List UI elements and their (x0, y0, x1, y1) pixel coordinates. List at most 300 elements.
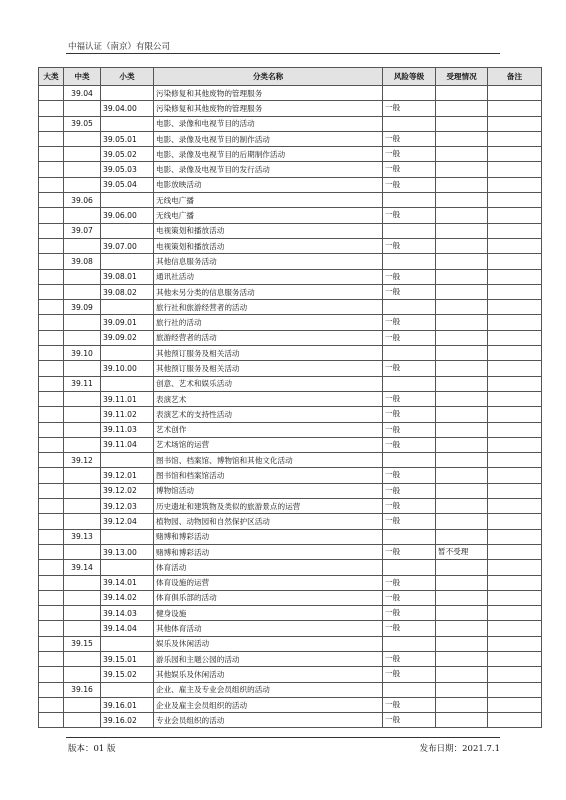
table-row (39, 651, 542, 666)
col-header-sub: 小类 (101, 68, 154, 86)
cell-sub (101, 636, 154, 651)
cell-status (436, 560, 488, 575)
cell-status (436, 697, 488, 712)
classification-table (38, 67, 542, 728)
cell-sub: 39.16.02 (101, 713, 154, 728)
cell-note (488, 193, 542, 208)
cell-note (488, 223, 542, 238)
cell-name: 旅游经营者的活动 (154, 330, 383, 345)
cell-major (39, 697, 64, 712)
cell-major (39, 606, 64, 621)
cell-risk: 一般 (383, 238, 436, 253)
cell-mid (64, 575, 101, 590)
col-header-note: 备注 (488, 68, 542, 86)
cell-sub: 39.14.02 (101, 590, 154, 605)
cell-major (39, 361, 64, 376)
cell-status (436, 361, 488, 376)
cell-mid: 39.08 (64, 254, 101, 269)
cell-risk: 一般 (383, 621, 436, 636)
cell-risk (383, 636, 436, 651)
table-row (39, 437, 542, 452)
col-header-mid: 中类 (64, 68, 101, 86)
cell-risk (383, 223, 436, 238)
cell-mid (64, 651, 101, 666)
cell-sub: 39.12.03 (101, 499, 154, 514)
cell-risk: 一般 (383, 667, 436, 682)
cell-status (436, 606, 488, 621)
cell-risk (383, 116, 436, 131)
release-date: 发布日期：2021.7.1 (419, 744, 500, 754)
cell-note (488, 269, 542, 284)
cell-mid: 39.04 (64, 86, 101, 101)
cell-sub (101, 116, 154, 131)
cell-mid: 39.11 (64, 376, 101, 391)
cell-name: 图书馆和档案馆活动 (154, 468, 383, 483)
cell-status (436, 300, 488, 315)
cell-status (436, 453, 488, 468)
cell-major (39, 667, 64, 682)
cell-sub: 39.16.01 (101, 697, 154, 712)
cell-major (39, 575, 64, 590)
cell-note (488, 437, 542, 452)
cell-name: 无线电广播 (154, 208, 383, 223)
cell-major (39, 590, 64, 605)
cell-major (39, 223, 64, 238)
cell-name: 体育俱乐部的活动 (154, 590, 383, 605)
cell-risk: 一般 (383, 162, 436, 177)
cell-sub: 39.09.01 (101, 315, 154, 330)
cell-mid: 39.13 (64, 529, 101, 544)
cell-note (488, 606, 542, 621)
cell-sub: 39.12.01 (101, 468, 154, 483)
table-row (39, 101, 542, 116)
cell-major (39, 407, 64, 422)
cell-sub: 39.05.02 (101, 147, 154, 162)
cell-status (436, 86, 488, 101)
cell-note (488, 284, 542, 299)
cell-name: 娱乐及休闲活动 (154, 636, 383, 651)
cell-status (436, 713, 488, 728)
cell-status (436, 651, 488, 666)
cell-risk: 一般 (383, 713, 436, 728)
cell-note (488, 483, 542, 498)
cell-note (488, 682, 542, 697)
cell-status (436, 437, 488, 452)
cell-major (39, 101, 64, 116)
cell-risk: 一般 (383, 606, 436, 621)
cell-status (436, 223, 488, 238)
cell-risk: 一般 (383, 544, 436, 559)
cell-mid (64, 667, 101, 682)
cell-name: 体育设施的运营 (154, 575, 383, 590)
cell-status (436, 514, 488, 529)
table-row (39, 315, 542, 330)
cell-note (488, 391, 542, 406)
cell-mid (64, 208, 101, 223)
table-row (39, 330, 542, 345)
cell-sub (101, 86, 154, 101)
cell-mid: 39.14 (64, 560, 101, 575)
cell-major (39, 86, 64, 101)
cell-major (39, 636, 64, 651)
cell-name: 其他体育活动 (154, 621, 383, 636)
cell-note (488, 667, 542, 682)
cell-status (436, 483, 488, 498)
cell-major (39, 529, 64, 544)
cell-name: 艺术创作 (154, 422, 383, 437)
cell-sub: 39.05.03 (101, 162, 154, 177)
cell-note (488, 300, 542, 315)
cell-status (436, 636, 488, 651)
table-row (39, 300, 542, 315)
table-row (39, 391, 542, 406)
table-row (39, 529, 542, 544)
cell-mid (64, 147, 101, 162)
cell-name: 电影、录像及电视节目的后期制作活动 (154, 147, 383, 162)
table-row (39, 177, 542, 192)
cell-risk: 一般 (383, 575, 436, 590)
cell-major (39, 544, 64, 559)
table-row (39, 697, 542, 712)
cell-mid (64, 483, 101, 498)
cell-major (39, 514, 64, 529)
cell-major (39, 116, 64, 131)
company-name: 中福认证（南京）有限公司 (68, 42, 171, 52)
table-row (39, 422, 542, 437)
cell-name: 电影放映活动 (154, 177, 383, 192)
cell-sub (101, 223, 154, 238)
cell-risk: 一般 (383, 131, 436, 146)
cell-major (39, 651, 64, 666)
table-row (39, 499, 542, 514)
cell-note (488, 560, 542, 575)
cell-major (39, 177, 64, 192)
cell-name: 其他预订服务及相关活动 (154, 361, 383, 376)
cell-risk: 一般 (383, 391, 436, 406)
cell-major (39, 391, 64, 406)
cell-sub: 39.12.02 (101, 483, 154, 498)
cell-name: 电视策划和播放活动 (154, 223, 383, 238)
cell-major (39, 269, 64, 284)
cell-name: 通讯社活动 (154, 269, 383, 284)
table-row (39, 361, 542, 376)
cell-sub: 39.12.04 (101, 514, 154, 529)
cell-name: 体育活动 (154, 560, 383, 575)
table-row (39, 162, 542, 177)
cell-status (436, 315, 488, 330)
cell-risk (383, 300, 436, 315)
cell-mid (64, 514, 101, 529)
cell-risk (383, 86, 436, 101)
cell-sub: 39.11.03 (101, 422, 154, 437)
cell-status (436, 621, 488, 636)
cell-risk (383, 376, 436, 391)
table-row (39, 147, 542, 162)
cell-risk: 一般 (383, 590, 436, 605)
cell-sub: 39.05.04 (101, 177, 154, 192)
table-row (39, 468, 542, 483)
table-row (39, 346, 542, 361)
table-row (39, 514, 542, 529)
table-header-row (39, 68, 542, 86)
header-divider (66, 53, 500, 54)
col-header-status: 受理情况 (436, 68, 488, 86)
cell-name: 旅行社的活动 (154, 315, 383, 330)
cell-major (39, 193, 64, 208)
cell-major (39, 238, 64, 253)
version-label: 版本：01 版 (68, 744, 116, 754)
cell-status (436, 682, 488, 697)
cell-status (436, 131, 488, 146)
cell-status (436, 499, 488, 514)
cell-major (39, 453, 64, 468)
cell-mid (64, 606, 101, 621)
cell-sub (101, 453, 154, 468)
cell-name: 历史遗址和建筑物及类似的旅游景点的运营 (154, 499, 383, 514)
cell-name: 健身设施 (154, 606, 383, 621)
cell-name: 电影、录像及电视节目的制作活动 (154, 131, 383, 146)
cell-note (488, 575, 542, 590)
cell-risk: 一般 (383, 177, 436, 192)
cell-note (488, 131, 542, 146)
cell-status (436, 269, 488, 284)
cell-note (488, 162, 542, 177)
table-row (39, 193, 542, 208)
cell-sub: 39.08.01 (101, 269, 154, 284)
table-row (39, 667, 542, 682)
cell-major (39, 560, 64, 575)
cell-mid: 39.07 (64, 223, 101, 238)
cell-mid (64, 697, 101, 712)
cell-sub: 39.08.02 (101, 284, 154, 299)
cell-major (39, 254, 64, 269)
cell-risk (383, 193, 436, 208)
cell-risk (383, 682, 436, 697)
cell-name: 其他娱乐及休闲活动 (154, 667, 383, 682)
table-row (39, 606, 542, 621)
cell-mid (64, 315, 101, 330)
cell-mid: 39.05 (64, 116, 101, 131)
cell-note (488, 636, 542, 651)
cell-sub (101, 193, 154, 208)
table-row (39, 636, 542, 651)
cell-risk (383, 346, 436, 361)
cell-name: 专业会员组织的活动 (154, 713, 383, 728)
cell-note (488, 453, 542, 468)
cell-status (436, 147, 488, 162)
cell-name: 其他信息服务活动 (154, 254, 383, 269)
col-header-name: 分类名称 (154, 68, 383, 86)
cell-major (39, 284, 64, 299)
cell-name: 电影、录像和电视节目的活动 (154, 116, 383, 131)
cell-status (436, 529, 488, 544)
cell-status (436, 193, 488, 208)
cell-major (39, 376, 64, 391)
cell-note (488, 315, 542, 330)
cell-note (488, 116, 542, 131)
cell-sub: 39.14.03 (101, 606, 154, 621)
cell-sub: 39.11.04 (101, 437, 154, 452)
cell-note (488, 407, 542, 422)
cell-mid (64, 468, 101, 483)
cell-note (488, 101, 542, 116)
cell-risk: 一般 (383, 422, 436, 437)
cell-risk: 一般 (383, 208, 436, 223)
cell-sub: 39.14.04 (101, 621, 154, 636)
cell-sub: 39.11.02 (101, 407, 154, 422)
cell-note (488, 544, 542, 559)
table-row (39, 223, 542, 238)
cell-status (436, 208, 488, 223)
cell-status (436, 254, 488, 269)
cell-major (39, 346, 64, 361)
cell-status (436, 575, 488, 590)
cell-status (436, 162, 488, 177)
cell-major (39, 621, 64, 636)
cell-note (488, 147, 542, 162)
table-row (39, 284, 542, 299)
table-row (39, 238, 542, 253)
cell-mid: 39.16 (64, 682, 101, 697)
cell-mid: 39.06 (64, 193, 101, 208)
table-row (39, 131, 542, 146)
cell-risk: 一般 (383, 330, 436, 345)
cell-mid (64, 621, 101, 636)
cell-mid (64, 101, 101, 116)
cell-major (39, 468, 64, 483)
cell-name: 电视策划和播放活动 (154, 238, 383, 253)
cell-major (39, 147, 64, 162)
cell-mid (64, 177, 101, 192)
cell-risk: 一般 (383, 514, 436, 529)
cell-mid: 39.12 (64, 453, 101, 468)
cell-sub: 39.10.00 (101, 361, 154, 376)
cell-name: 艺术场馆的运营 (154, 437, 383, 452)
cell-status (436, 407, 488, 422)
table-row (39, 575, 542, 590)
cell-sub: 39.13.00 (101, 544, 154, 559)
cell-name: 表演艺术的支持性活动 (154, 407, 383, 422)
cell-risk: 一般 (383, 499, 436, 514)
cell-mid (64, 422, 101, 437)
cell-status (436, 101, 488, 116)
cell-name: 图书馆、档案馆、博物馆和其他文化活动 (154, 453, 383, 468)
col-header-risk: 风险等级 (383, 68, 436, 86)
table-row (39, 544, 542, 559)
cell-status (436, 284, 488, 299)
cell-risk: 一般 (383, 269, 436, 284)
cell-name: 游乐园和主题公园的活动 (154, 651, 383, 666)
cell-major (39, 422, 64, 437)
cell-name: 植物园、动物园和自然保护区活动 (154, 514, 383, 529)
cell-status (436, 177, 488, 192)
cell-status: 暂不受理 (436, 544, 488, 559)
table-row (39, 254, 542, 269)
col-header-major: 大类 (39, 68, 64, 86)
cell-note (488, 422, 542, 437)
cell-sub: 39.15.01 (101, 651, 154, 666)
cell-risk: 一般 (383, 437, 436, 452)
cell-note (488, 238, 542, 253)
cell-risk (383, 529, 436, 544)
cell-mid (64, 361, 101, 376)
cell-risk: 一般 (383, 697, 436, 712)
cell-sub (101, 560, 154, 575)
cell-mid (64, 131, 101, 146)
cell-mid: 39.09 (64, 300, 101, 315)
cell-mid (64, 713, 101, 728)
cell-mid (64, 437, 101, 452)
cell-note (488, 529, 542, 544)
table-row (39, 116, 542, 131)
cell-note (488, 86, 542, 101)
cell-name: 表演艺术 (154, 391, 383, 406)
cell-status (436, 116, 488, 131)
cell-sub: 39.14.01 (101, 575, 154, 590)
cell-major (39, 499, 64, 514)
cell-name: 污染修复和其他废物的管理服务 (154, 86, 383, 101)
cell-sub: 39.07.00 (101, 238, 154, 253)
cell-note (488, 346, 542, 361)
cell-note (488, 254, 542, 269)
cell-name: 企业、雇主及专业会员组织的活动 (154, 682, 383, 697)
cell-status (436, 238, 488, 253)
cell-note (488, 590, 542, 605)
cell-name: 无线电广播 (154, 193, 383, 208)
table-row (39, 590, 542, 605)
cell-mid (64, 269, 101, 284)
cell-status (436, 667, 488, 682)
cell-mid (64, 391, 101, 406)
cell-name: 污染修复和其他废物的管理服务 (154, 101, 383, 116)
cell-major (39, 483, 64, 498)
cell-status (436, 422, 488, 437)
cell-note (488, 330, 542, 345)
cell-risk: 一般 (383, 651, 436, 666)
cell-major (39, 682, 64, 697)
cell-note (488, 376, 542, 391)
table-row (39, 269, 542, 284)
cell-name: 博物馆活动 (154, 483, 383, 498)
table-row (39, 621, 542, 636)
cell-note (488, 499, 542, 514)
cell-major (39, 330, 64, 345)
cell-risk (383, 254, 436, 269)
table-row (39, 407, 542, 422)
cell-sub (101, 254, 154, 269)
cell-sub: 39.11.01 (101, 391, 154, 406)
cell-name: 创意、艺术和娱乐活动 (154, 376, 383, 391)
cell-risk: 一般 (383, 147, 436, 162)
cell-note (488, 361, 542, 376)
cell-status (436, 391, 488, 406)
cell-note (488, 177, 542, 192)
cell-risk: 一般 (383, 407, 436, 422)
cell-status (436, 346, 488, 361)
cell-mid (64, 499, 101, 514)
cell-risk: 一般 (383, 483, 436, 498)
cell-status (436, 330, 488, 345)
cell-status (436, 590, 488, 605)
cell-sub (101, 346, 154, 361)
cell-sub: 39.06.00 (101, 208, 154, 223)
table-row (39, 208, 542, 223)
table-row (39, 713, 542, 728)
cell-mid: 39.10 (64, 346, 101, 361)
cell-sub: 39.04.00 (101, 101, 154, 116)
cell-sub: 39.05.01 (101, 131, 154, 146)
cell-status (436, 468, 488, 483)
